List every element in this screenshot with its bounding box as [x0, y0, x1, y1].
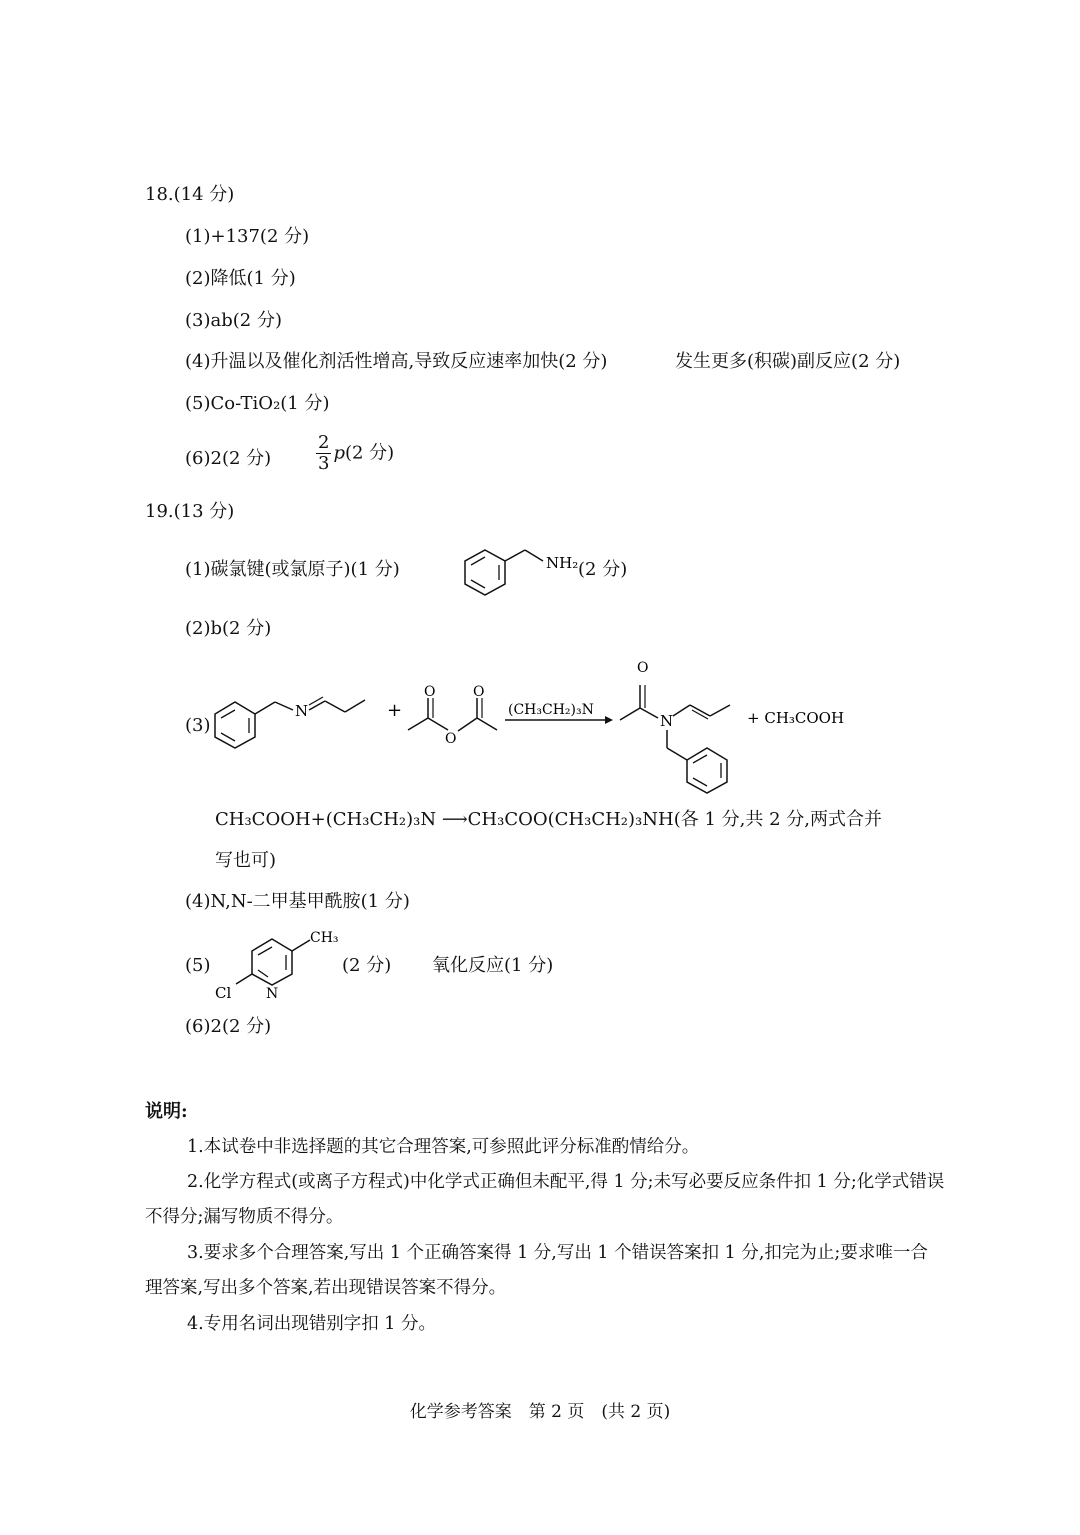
- note-3: 3.要求多个合理答案,写出 1 个正确答案得 1 分,写出 1 个错误答案扣 1 分,扣完为止;要求唯一合理答案,写出多个答案,若出现错误答案不得分。: [145, 1243, 928, 1298]
- q19-answer-5-score: (2 分): [342, 955, 392, 976]
- chloromethylpyridine-structure: [210, 925, 340, 1005]
- q18-heading: 18.(14 分): [145, 184, 235, 205]
- byproduct-acetic-acid: + CH₃COOH: [747, 709, 845, 727]
- q19-answer-4: (4)N,N-二甲基甲酰胺(1 分): [185, 891, 410, 912]
- amide-n: N: [660, 712, 674, 730]
- fraction-denominator: 3: [318, 453, 330, 474]
- q18-answer-4a: (4)升温以及催化剂活性增高,导致反应速率加快(2 分): [185, 351, 608, 372]
- note-4: 4.专用名词出现错别字扣 1 分。: [187, 1314, 436, 1334]
- reaction-condition: (CH₃CH₂)₃N: [508, 702, 594, 718]
- imine-n-label: N: [295, 702, 309, 720]
- reaction-scheme: [205, 650, 885, 790]
- q18-answer-6b: [314, 433, 394, 474]
- q19-answer-1a: (1)碳氯键(或氯原子)(1 分): [185, 559, 400, 580]
- page-footer: 化学参考答案 第 2 页 (共 2 页): [409, 1402, 671, 1422]
- q18-answer-4b: 发生更多(积碳)副反应(2 分): [675, 351, 901, 372]
- q18-answer-5: (5)Co-TiO₂(1 分): [185, 393, 330, 414]
- q19-answer-3-equation-cont: 写也可): [215, 850, 277, 871]
- anhydride-o3: O: [473, 684, 485, 700]
- q19-answer-3-equation: CH₃COOH+(CH₃CH₂)₃N ⟶CH₃COO(CH₃CH₂)₃NH(各 1 分,共 2 分,两式合并: [215, 809, 882, 830]
- q19-heading: 19.(13 分): [145, 501, 235, 522]
- benzylamine-structure: [455, 535, 579, 605]
- nh2-label: NH₂: [546, 554, 579, 572]
- fraction: [316, 433, 331, 474]
- q19-answer-5-type: 氧化反应(1 分): [432, 955, 554, 976]
- amide-o: O: [637, 660, 649, 676]
- q19-answer-1b-score: (2 分): [578, 559, 628, 580]
- q19-answer-3-label: (3): [185, 715, 211, 736]
- pressure-variable: p: [333, 442, 345, 464]
- chloro-label: Cl: [215, 984, 232, 1002]
- anhydride-o2: O: [445, 731, 457, 747]
- q18-answer-6a: (6)2(2 分): [185, 448, 272, 469]
- q19-answer-5-label: (5): [185, 955, 211, 976]
- plus-sign: +: [387, 700, 403, 721]
- q18-answer-6b-score: (2 分): [344, 442, 395, 464]
- note-1: 1.本试卷中非选择题的其它合理答案,可参照此评分标准酌情给分。: [187, 1137, 700, 1157]
- fraction-numerator: 2: [318, 432, 330, 453]
- note-2: 2.化学方程式(或离子方程式)中化学式正确但未配平,得 1 分;未写必要反应条件扣 1 分;化学式错误不得分;漏写物质不得分。: [145, 1172, 945, 1227]
- notes-title: 说明:: [145, 1101, 188, 1122]
- q19-answer-6: (6)2(2 分): [185, 1016, 272, 1037]
- anhydride-o1: O: [424, 684, 436, 700]
- q18-answer-3: (3)ab(2 分): [185, 310, 282, 331]
- q18-answer-1: (1)+137(2 分): [185, 226, 310, 247]
- methyl-label: CH₃: [310, 930, 339, 946]
- pyridine-n-label: N: [266, 986, 279, 1002]
- q19-answer-2: (2)b(2 分): [185, 618, 272, 639]
- q18-answer-2: (2)降低(1 分): [185, 268, 296, 289]
